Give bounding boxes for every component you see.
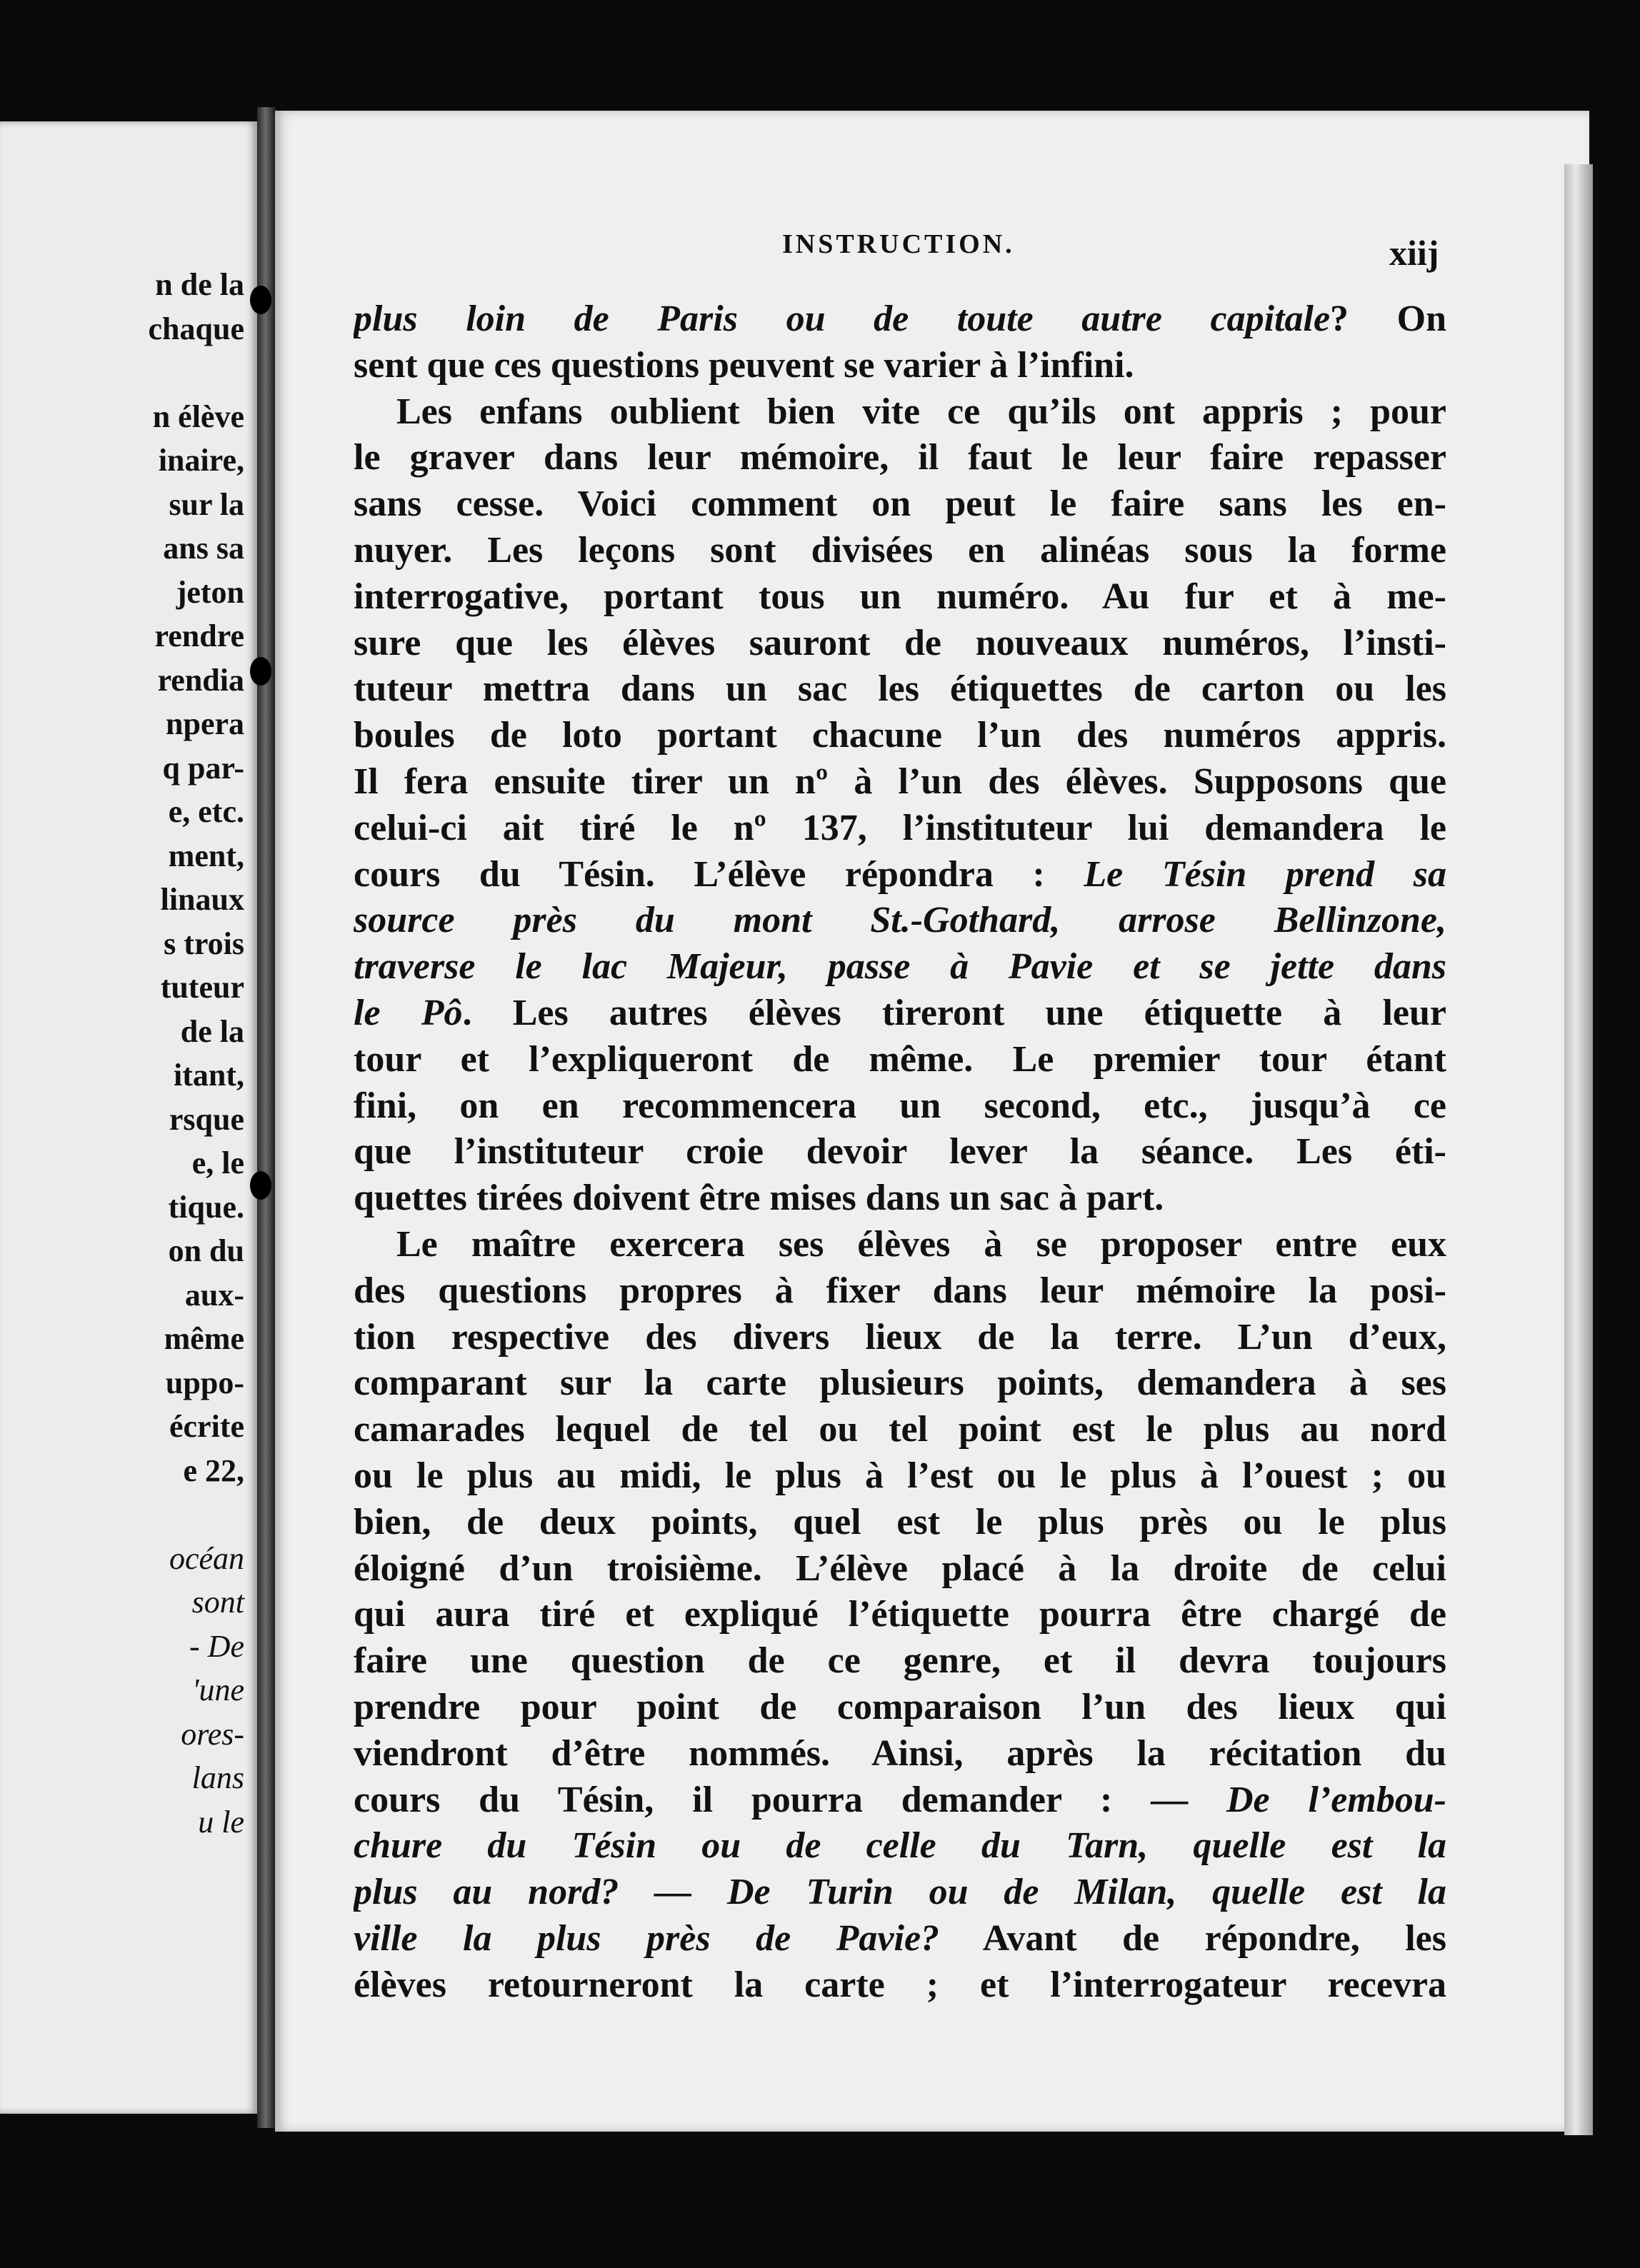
text-segment: Il fera ensuite tirer un nº à l’un des élèves. Supposons que (354, 761, 1446, 802)
left-page-line: itant, (174, 1058, 244, 1093)
text-segment: tuteur mettra dans un sac les étiquettes de carton ou les (354, 668, 1446, 710)
text-segment: quettes tirées doivent être mises dans un sac à part. (354, 1178, 1164, 1219)
text-line (354, 1592, 1446, 1638)
text-line (354, 1777, 1446, 1824)
text-line (354, 1870, 1446, 1916)
text-segment: interrogative, portant tous un numéro. Au fur et à me- (354, 576, 1446, 617)
text-segment: cours du Tésin. L’élève répondra : (354, 853, 1084, 895)
text-segment: boules de loto portant chacune l’un des numéros appris. (354, 715, 1446, 756)
left-page-line: uppo- (165, 1365, 244, 1400)
text-segment: viendront d’être nommés. Ainsi, après la récitation du (354, 1732, 1446, 1774)
text-segment: sans cesse. Voici comment on peut le faire sans les en- (354, 483, 1446, 525)
page-edge (1564, 164, 1593, 2135)
text-segment: que l’instituteur croie devoir lever la séance. Les éti- (354, 1131, 1446, 1173)
left-page-line: tuteur (160, 970, 244, 1005)
left-page-line (1, 351, 244, 395)
text-line (354, 574, 1446, 621)
text-segment: tion respective des divers lieux de la terre. L’un d’eux, (354, 1316, 1446, 1358)
text-line (354, 1546, 1446, 1592)
text-line (354, 666, 1446, 713)
left-page-line: npera (166, 706, 244, 741)
text-line (354, 1360, 1446, 1407)
text-segment: éloigné d’un troisième. L’élève placé à la droite de celui (354, 1547, 1446, 1589)
left-page-line: n de la (155, 267, 244, 302)
text-segment: celui-ci ait tiré le nº 137, l’instituteur lui demandera le (354, 807, 1446, 848)
left-page-line: linaux (160, 882, 244, 917)
book-gutter (257, 107, 276, 2128)
left-page-line: de la (180, 1013, 244, 1049)
left-page-line: écrite (169, 1409, 244, 1444)
left-page-line: ans sa (163, 531, 244, 566)
text-line (354, 1916, 1446, 1962)
left-page-line: chaque (148, 311, 244, 346)
binding-stitch (250, 657, 271, 686)
left-page-line: rsque (169, 1101, 244, 1137)
left-page-line: u le (198, 1804, 244, 1840)
text-line (354, 389, 1446, 436)
left-page-line: tique. (168, 1189, 244, 1225)
text-line (354, 528, 1446, 574)
text-line (354, 1453, 1446, 1500)
binding-stitch (250, 286, 271, 314)
text-line (354, 990, 1446, 1037)
text-line (354, 898, 1446, 944)
left-page (0, 121, 257, 2114)
left-page-line: rendia (157, 662, 244, 698)
text-line (354, 713, 1446, 759)
text-segment: . Les autres élèves tireront une étiquette à leur (462, 992, 1446, 1033)
text-segment: cours du Tésin, il pourra demander : — (354, 1779, 1226, 1820)
text-line (354, 1222, 1446, 1268)
text-line (354, 1823, 1446, 1870)
text-line (354, 1037, 1446, 1083)
text-line (354, 806, 1446, 852)
text-segment: ? On (1330, 298, 1446, 339)
left-page-line: ores- (181, 1716, 244, 1752)
left-page-line: n élève (152, 398, 244, 434)
text-segment: faire une question de ce genre, et il devra toujours (354, 1640, 1446, 1682)
text-line (354, 1685, 1446, 1731)
left-page-line: q par- (162, 750, 244, 786)
text-segment: Avant de répondre, les (939, 1917, 1446, 1959)
left-page-line: même (164, 1321, 244, 1356)
text-segment: sure que les élèves sauront de nouveaux numéros, l’insti- (354, 622, 1446, 663)
text-segment: Les enfans oublient bien vite ce qu’ils ont appris ; pour (396, 391, 1446, 432)
text-segment: qui aura tiré et expliqué l’étiquette pourra être chargé de (354, 1594, 1446, 1635)
text-line (354, 852, 1446, 898)
left-page-line: sont (191, 1585, 244, 1620)
text-segment: élèves retourneront la carte ; et l’interrogateur recevra (354, 1964, 1446, 2005)
italic-text: source près du mont St.-Gothard, arrose Bellinzone, (354, 900, 1446, 941)
left-page-line: on du (168, 1233, 244, 1268)
left-page-line (1, 1492, 244, 1537)
text-line (354, 343, 1446, 389)
left-page-line: e, etc. (168, 794, 244, 829)
text-segment: Le maître exercera ses élèves à se proposer entre eux (396, 1223, 1446, 1265)
text-segment: nuyer. Les leçons sont divisées en alinéas sous la forme (354, 529, 1446, 571)
text-segment: comparant sur la carte plusieurs points, demandera à ses (354, 1363, 1446, 1404)
text-line (354, 1407, 1446, 1453)
italic-text: chure du Tésin ou de celle du Tarn, quelle est la (354, 1825, 1446, 1867)
text-line (354, 759, 1446, 806)
italic-text: plus loin de Paris ou de toute autre capitale (354, 298, 1331, 339)
text-line (354, 621, 1446, 667)
running-head: INSTRUCTION. (782, 229, 1015, 259)
left-page-line: - De (189, 1628, 244, 1664)
left-page-line: e 22, (183, 1452, 244, 1488)
text-line (354, 1731, 1446, 1777)
text-line (354, 481, 1446, 528)
italic-text: Le Tésin prend sa (1084, 853, 1446, 895)
italic-text: De l’embou- (1226, 1779, 1446, 1820)
text-line (354, 1315, 1446, 1361)
left-page-line: 'une (192, 1672, 244, 1707)
italic-text: plus au nord? — De Turin ou de Milan, quelle est la (354, 1872, 1446, 1913)
left-page-text (1, 263, 244, 1844)
text-line (354, 1129, 1446, 1175)
text-line (354, 1962, 1446, 2009)
text-segment: sent que ces questions peuvent se varier à l’infini. (354, 344, 1134, 386)
page-number: xiij (1389, 233, 1439, 273)
left-page-line: jeton (176, 574, 244, 610)
text-segment: ou le plus au midi, le plus à l’est ou le plus à l’ouest ; ou (354, 1455, 1446, 1496)
text-line (354, 296, 1446, 343)
text-line (354, 1175, 1446, 1222)
page-body-text (354, 296, 1446, 2008)
text-segment: bien, de deux points, quel est le plus près ou le plus (354, 1501, 1446, 1542)
left-page-line: ment, (168, 838, 244, 873)
binding-stitch (250, 1171, 271, 1200)
text-segment: fini, on en recommencera un second, etc., jusqu’à ce (354, 1085, 1446, 1126)
text-line (354, 1083, 1446, 1130)
text-line (354, 1268, 1446, 1315)
left-page-line: inaire, (158, 443, 244, 478)
text-segment: le graver dans leur mémoire, il faut le leur faire repasser (354, 437, 1446, 478)
left-page-line: s trois (164, 925, 244, 961)
text-segment: camarades lequel de tel ou tel point est le plus au nord (354, 1409, 1446, 1450)
text-line (354, 435, 1446, 481)
italic-text: traverse le lac Majeur, passe à Pavie et se jette dans (354, 946, 1446, 988)
left-page-line: aux- (184, 1277, 244, 1313)
italic-text: le Pô (354, 992, 463, 1033)
italic-text: ville la plus près de Pavie? (354, 1917, 940, 1959)
text-segment: prendre pour point de comparaison l’un des lieux qui (354, 1686, 1446, 1727)
text-segment: tour et l’expliqueront de même. Le premier tour étant (354, 1038, 1446, 1080)
left-page-line: océan (169, 1540, 244, 1576)
left-page-line: e, le (191, 1145, 244, 1180)
text-line (354, 1500, 1446, 1546)
text-line (354, 1638, 1446, 1685)
text-segment: des questions propres à fixer dans leur mémoire la posi- (354, 1270, 1446, 1311)
left-page-line: sur la (169, 486, 244, 522)
left-page-line: rendre (154, 618, 244, 653)
left-page-line: lans (191, 1760, 244, 1795)
text-line (354, 944, 1446, 990)
